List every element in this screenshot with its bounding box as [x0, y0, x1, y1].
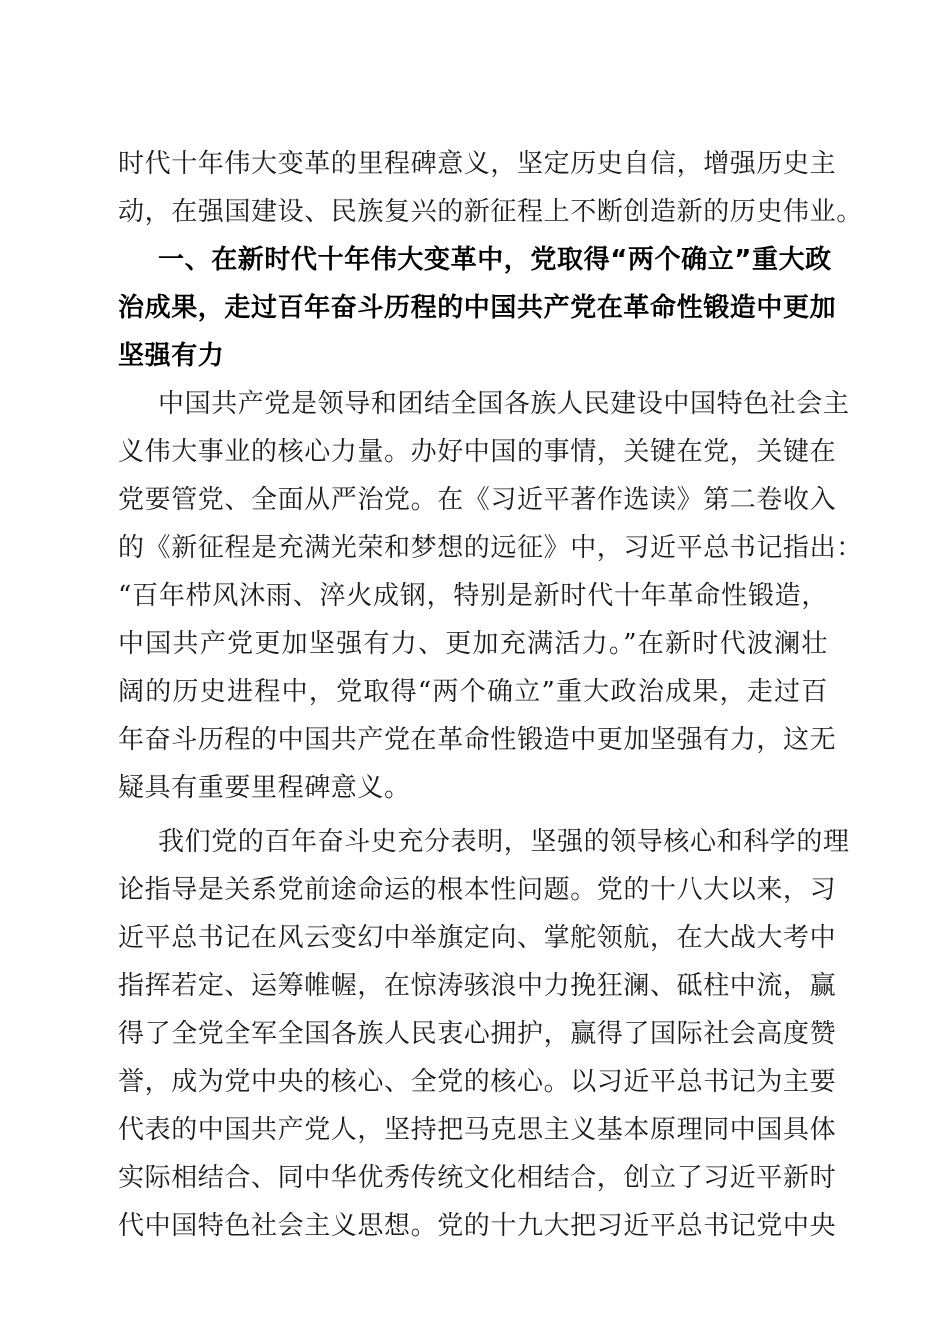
document-body [118, 140, 863, 1250]
text-line: 义伟大事业的核心力量。办好中国的事情，关键在党，关键在 [118, 437, 837, 467]
heading-line: 一、在新时代十年伟大变革中，党取得“两个确立”重大政 [158, 245, 832, 275]
intro-paragraph [118, 140, 863, 236]
text-line: 动，在强国建设、民族复兴的新征程上不断创造新的历史伟业。 [118, 197, 863, 227]
text-line: 阔的历史进程中，党取得“两个确立”重大政治成果，走过百 [118, 677, 828, 707]
text-line: “百年栉风沐雨、淬火成钢，特别是新时代十年革命性锻造， [118, 581, 828, 611]
text-line: 我们党的百年奋斗史充分表明，坚强的领导核心和科学的理 [158, 827, 850, 857]
text-line: 得了全党全军全国各族人民衷心拥护，赢得了国际社会高度赞 [118, 1019, 837, 1049]
text-line: 中国共产党更加坚强有力、更加充满活力。”在新时代波澜壮 [118, 629, 828, 659]
text-line: 中国共产党是领导和团结全国各族人民建设中国特色社会主 [158, 389, 850, 419]
text-line: 党要管党、全面从严治党。在《习近平著作选读》第二卷收入 [118, 485, 837, 515]
heading-line: 坚强有力 [118, 341, 225, 371]
text-line: 誉，成为党中央的核心、全党的核心。以习近平总书记为主要 [118, 1067, 837, 1097]
text-line: 的《新征程是充满光荣和梦想的远征》中，习近平总书记指出： [118, 533, 863, 563]
text-line: 代表的中国共产党人，坚持把马克思主义基本原理同中国具体 [118, 1115, 837, 1145]
body-paragraph-1 [118, 380, 863, 812]
text-line: 年奋斗历程的中国共产党在革命性锻造中更加坚强有力，这无 [118, 725, 837, 755]
text-line: 论指导是关系党前途命运的根本性问题。党的十八大以来，习 [118, 875, 837, 905]
text-line: 代中国特色社会主义思想。党的十九大把习近平总书记党中央 [118, 1211, 837, 1241]
text-line: 指挥若定、运筹帷幄，在惊涛骇浪中力挽狂澜、砥柱中流，赢 [118, 971, 837, 1001]
body-paragraph-2 [118, 818, 850, 1250]
text-line: 时代十年伟大变革的里程碑意义，坚定历史自信，增强历史主 [118, 149, 837, 179]
section-heading [118, 236, 837, 380]
text-line: 近平总书记在风云变幻中举旗定向、掌舵领航，在大战大考中 [118, 923, 837, 953]
heading-line: 治成果，走过百年奋斗历程的中国共产党在革命性锻造中更加 [118, 293, 837, 323]
text-line: 实际相结合、同中华优秀传统文化相结合，创立了习近平新时 [118, 1163, 837, 1193]
text-line: 疑具有重要里程碑意义。 [118, 773, 411, 803]
